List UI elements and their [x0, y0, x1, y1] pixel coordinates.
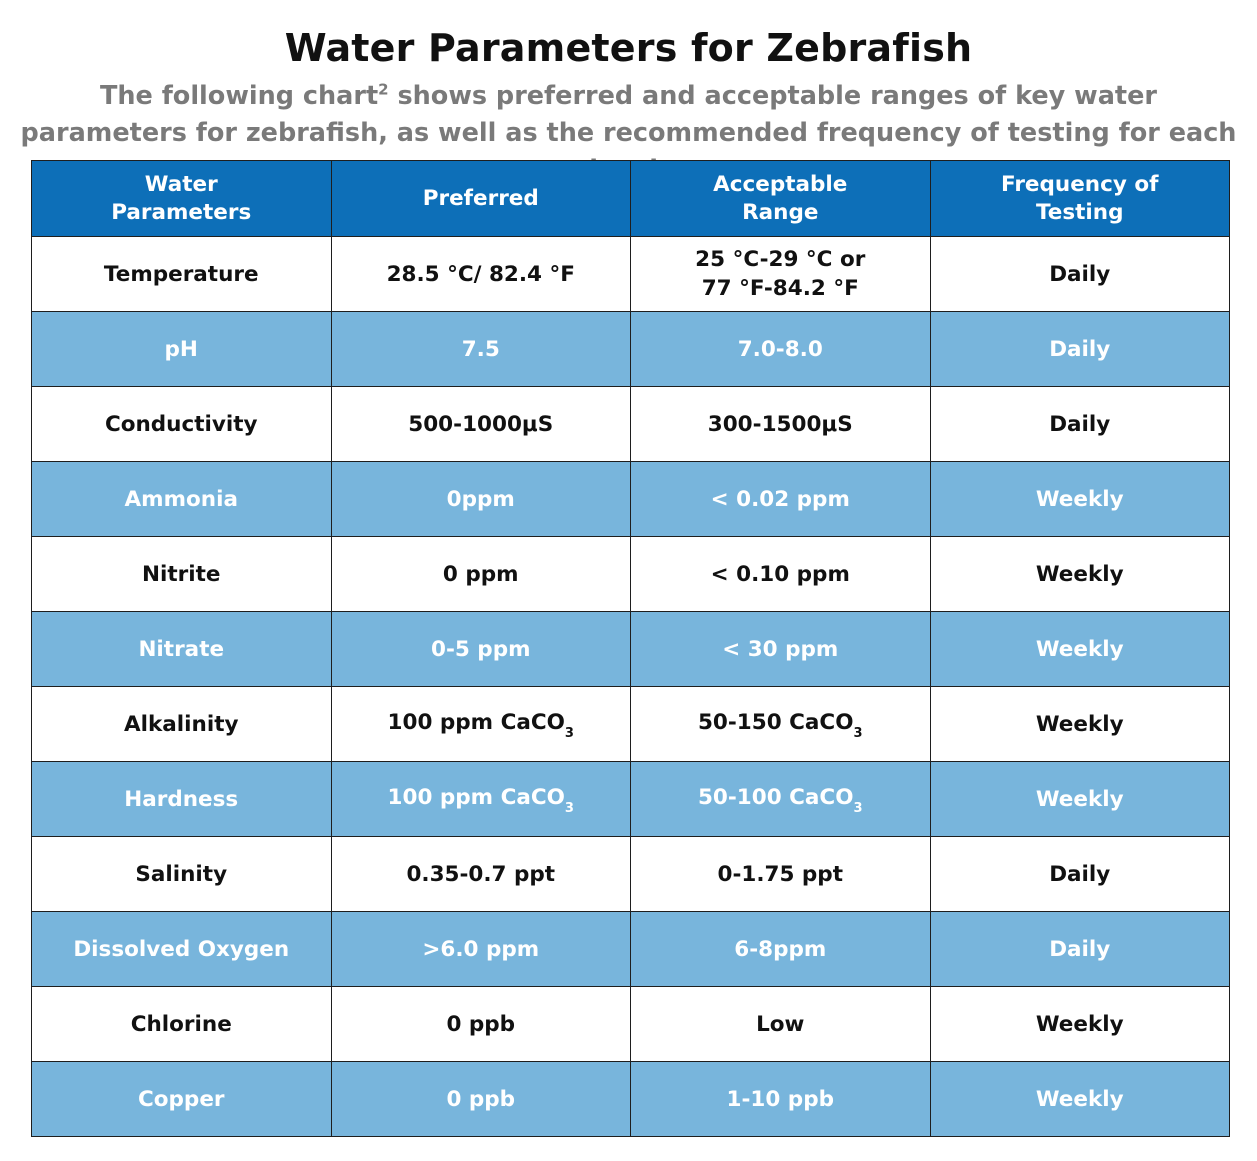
cell-parameter — [32, 687, 332, 762]
table-row — [32, 537, 1230, 612]
cell-preferred — [331, 912, 631, 987]
cell-parameter — [32, 612, 332, 687]
cell-parameter — [32, 312, 332, 387]
cell-parameter — [32, 837, 332, 912]
preferred-value: 0 ppb — [446, 1011, 516, 1037]
cell-parameter — [32, 762, 332, 837]
header-water-parameters — [32, 161, 332, 237]
parameter-name: Dissolved Oxygen — [73, 936, 290, 962]
table-row — [32, 312, 1230, 387]
preferred-value: 100 ppm CaCO — [387, 785, 565, 810]
parameter-name: Ammonia — [124, 486, 238, 512]
cell-parameter — [32, 387, 332, 462]
table-row — [32, 687, 1230, 762]
frequency-value: Daily — [1049, 411, 1111, 437]
acceptable-value: < 30 ppm — [722, 636, 839, 662]
header-row — [32, 161, 1230, 237]
cell-acceptable-range — [631, 387, 931, 462]
frequency-value: Weekly — [1035, 711, 1124, 737]
preferred-value: 500-1000μS — [408, 411, 554, 437]
preferred-value: 7.5 — [461, 336, 500, 362]
parameter-name: Nitrite — [142, 561, 221, 587]
frequency-value: Weekly — [1035, 1086, 1124, 1112]
cell-preferred — [331, 1062, 631, 1137]
cell-preferred — [331, 762, 631, 837]
page-title: Water Parameters for Zebrafish — [284, 26, 973, 70]
cell-frequency — [930, 462, 1230, 537]
header-label-line: Range — [742, 199, 819, 225]
cell-acceptable-range — [631, 312, 931, 387]
parameter-name: Alkalinity — [123, 711, 239, 737]
acceptable-value-line2: 77 °F-84.2 °F — [701, 276, 859, 301]
preferred-value: >6.0 ppm — [422, 936, 540, 962]
cell-frequency — [930, 387, 1230, 462]
cell-acceptable-range — [631, 1062, 931, 1137]
preferred-value: 0ppm — [446, 486, 515, 512]
header-label-line: Frequency of — [1001, 171, 1159, 197]
cell-preferred — [331, 462, 631, 537]
preferred-value: 28.5 °C/ 82.4 °F — [386, 261, 575, 287]
parameter-name: Nitrate — [138, 636, 225, 662]
cell-frequency — [930, 1062, 1230, 1137]
acceptable-value: 50-100 CaCO — [697, 785, 854, 810]
cell-frequency — [930, 762, 1230, 837]
cell-acceptable-range — [631, 987, 931, 1062]
acceptable-value: Low — [756, 1011, 805, 1037]
acceptable-value: 25 °C-29 °C or — [695, 247, 866, 272]
preferred-subscript: 3 — [564, 726, 574, 741]
cell-preferred — [331, 837, 631, 912]
cell-frequency — [930, 237, 1230, 312]
cell-preferred — [331, 687, 631, 762]
cell-acceptable-range-line — [637, 274, 924, 303]
parameter-name: Temperature — [103, 261, 259, 287]
table-row — [32, 387, 1230, 462]
frequency-value: Daily — [1049, 261, 1111, 287]
acceptable-value: 50-150 CaCO — [697, 710, 854, 735]
cell-preferred — [331, 237, 631, 312]
header-label-line: Parameters — [111, 199, 252, 225]
subtitle-text-start: The following chart — [99, 81, 379, 111]
acceptable-value: < 0.02 ppm — [710, 486, 850, 512]
preferred-value: 0-5 ppm — [430, 636, 531, 662]
acceptable-value: 7.0-8.0 — [737, 336, 823, 362]
header-label-line: Testing — [1035, 199, 1124, 225]
footnote-marker: 2 — [378, 80, 389, 99]
frequency-value: Weekly — [1035, 636, 1124, 662]
cell-acceptable-range — [631, 462, 931, 537]
frequency-value: Weekly — [1035, 561, 1124, 587]
table-row — [32, 237, 1230, 312]
cell-acceptable-range — [631, 237, 931, 312]
table-body — [32, 237, 1230, 1137]
cell-frequency — [930, 312, 1230, 387]
parameter-name: Copper — [137, 1086, 225, 1112]
acceptable-value: 300-1500μS — [707, 411, 853, 437]
table-row — [32, 762, 1230, 837]
table-row — [32, 837, 1230, 912]
header-label-line: Acceptable — [713, 171, 848, 197]
header-frequency-of-testing — [930, 161, 1230, 237]
table-row — [32, 462, 1230, 537]
cell-preferred — [331, 612, 631, 687]
parameter-name: Chlorine — [130, 1011, 232, 1037]
cell-preferred — [331, 537, 631, 612]
preferred-value: 0.35-0.7 ppt — [406, 861, 556, 887]
cell-acceptable-range — [631, 762, 931, 837]
preferred-value: 0 ppm — [442, 561, 519, 587]
cell-acceptable-range-line — [637, 245, 924, 274]
acceptable-subscript: 3 — [853, 801, 863, 816]
cell-parameter — [32, 1062, 332, 1137]
preferred-subscript: 3 — [564, 801, 574, 816]
cell-preferred — [331, 987, 631, 1062]
acceptable-value: 0-1.75 ppt — [717, 861, 843, 887]
frequency-value: Weekly — [1035, 1011, 1124, 1037]
cell-parameter — [32, 237, 332, 312]
cell-parameter — [32, 987, 332, 1062]
cell-acceptable-range — [631, 612, 931, 687]
frequency-value: Daily — [1049, 861, 1111, 887]
header-label-line: Water — [144, 171, 218, 197]
table-header — [32, 161, 1230, 237]
frequency-value: Weekly — [1035, 786, 1124, 812]
cell-preferred — [331, 312, 631, 387]
cell-parameter — [32, 912, 332, 987]
frequency-value: Weekly — [1035, 486, 1124, 512]
cell-frequency — [930, 612, 1230, 687]
water-parameters-table — [31, 160, 1230, 1137]
cell-frequency — [930, 687, 1230, 762]
cell-parameter — [32, 537, 332, 612]
acceptable-subscript: 3 — [853, 726, 863, 741]
frequency-value: Daily — [1049, 936, 1111, 962]
cell-frequency — [930, 912, 1230, 987]
cell-frequency — [930, 987, 1230, 1062]
table-row — [32, 1062, 1230, 1137]
cell-acceptable-range — [631, 912, 931, 987]
cell-acceptable-range — [631, 537, 931, 612]
subtitle-text-end: shows preferred and acceptable ranges of key water parameters for zebrafish, as well as the recommended frequency of testing for each — [20, 81, 1237, 148]
header-acceptable-range — [631, 161, 931, 237]
header-preferred — [331, 161, 631, 237]
acceptable-value: 1-10 ppb — [726, 1086, 834, 1112]
table-row — [32, 612, 1230, 687]
table-row — [32, 912, 1230, 987]
preferred-value: 100 ppm CaCO — [387, 710, 565, 735]
parameter-name: Hardness — [124, 786, 239, 812]
acceptable-value: < 0.10 ppm — [710, 561, 850, 587]
cell-frequency — [930, 537, 1230, 612]
cell-frequency — [930, 837, 1230, 912]
frequency-value: Daily — [1049, 336, 1111, 362]
preferred-value: 0 ppb — [446, 1086, 516, 1112]
acceptable-value: 6-8ppm — [734, 936, 827, 962]
cell-preferred — [331, 387, 631, 462]
parameter-name: Conductivity — [104, 411, 258, 437]
cell-acceptable-range — [631, 687, 931, 762]
parameter-name: Salinity — [135, 861, 228, 887]
cell-parameter — [32, 462, 332, 537]
table-row — [32, 987, 1230, 1062]
header-label-line: Preferred — [422, 185, 539, 211]
parameter-name: pH — [164, 336, 198, 362]
cell-acceptable-range — [631, 837, 931, 912]
